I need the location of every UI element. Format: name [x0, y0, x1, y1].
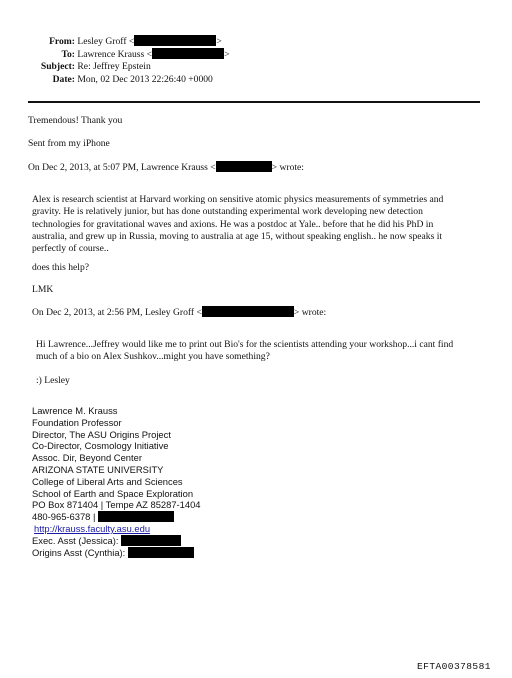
- quote2-line: Hi Lawrence...Jeffrey would like me to print out Bio's for the scientists attending your workshop...i cant find: [36, 339, 454, 350]
- to-value: Lawrence Krauss <: [77, 49, 153, 60]
- signature-line: Director, The ASU Origins Project: [32, 428, 171, 440]
- quote2-sign: :) Lesley: [36, 375, 70, 386]
- signature-phone: 480-965-6378 |: [32, 511, 332, 523]
- date-row: [28, 74, 213, 85]
- signature-line: Lawrence M. Krauss: [32, 405, 118, 416]
- signature-line: College of Liberal Arts and Sciences: [32, 475, 183, 487]
- from-row: From: Lesley Groff < >: [28, 35, 222, 47]
- redaction-bar: [216, 161, 272, 172]
- quote1-question: does this help?: [32, 262, 90, 273]
- document-id: EFTA00378581: [417, 661, 491, 672]
- header-divider: [28, 101, 480, 103]
- quote2-body: [36, 339, 486, 364]
- to-row: To: Lawrence Krauss < >: [28, 48, 230, 60]
- redaction-bar: [98, 511, 174, 522]
- signature-line: ARIZONA STATE UNIVERSITY: [32, 463, 164, 475]
- quote1-line: australia, and grew up in Russia, moving to australia at age 15, without speaking english.. he now speaks it: [32, 230, 443, 242]
- sent-from: Sent from my iPhone: [28, 138, 110, 149]
- quote1-line: gravity. He is relatively junior, but has done outstanding experimental work developing new detection: [32, 206, 423, 218]
- signature-line: PO Box 871404 | Tempe AZ 85287-1404: [32, 499, 201, 511]
- from-label: From:: [49, 36, 75, 47]
- redaction-bar: [202, 306, 294, 317]
- quote1-header: On Dec 2, 2013, at 5:07 PM, Lawrence Krauss < > wrote:: [28, 162, 304, 173]
- redaction-bar: [128, 547, 194, 558]
- signature-origins-asst: Origins Asst (Cynthia):: [32, 547, 332, 559]
- quote2-header: On Dec 2, 2013, at 2:56 PM, Lesley Groff < > wrote:: [32, 307, 327, 318]
- quote1-line: technologies for gravitational waves and axions. He was a postdoc at Yale.. before that he did his PhD in: [32, 218, 434, 230]
- reply-text: Tremendous! Thank you: [28, 115, 123, 126]
- quote1-body: [32, 194, 482, 255]
- signature-exec-asst: Exec. Asst (Jessica):: [32, 535, 332, 547]
- redaction-bar: [134, 35, 216, 46]
- date-value: Mon, 02 Dec 2013 22:26:40 +0000: [77, 74, 213, 85]
- redaction-bar: [121, 535, 181, 546]
- quote2-line: much of a bio on Alex Sushkov...might you have something?: [36, 351, 270, 363]
- quote1-line: Alex is research scientist at Harvard working on sensitive atomic physics measurements of symmetries and: [32, 194, 444, 205]
- date-label: Date:: [52, 74, 75, 85]
- subject-value: Re: Jeffrey Epstein: [77, 61, 151, 72]
- redaction-bar: [152, 48, 224, 59]
- signature-line: Foundation Professor: [32, 416, 122, 428]
- signature-line: Co-Director, Cosmology Initiative: [32, 440, 169, 452]
- quote1-line: perfectly of course..: [32, 243, 109, 255]
- signature-line: Assoc. Dir, Beyond Center: [32, 452, 142, 464]
- subject-label: Subject:: [40, 61, 75, 72]
- subject-row: [28, 61, 151, 72]
- from-value: Lesley Groff <: [77, 36, 135, 47]
- signature-line: School of Earth and Space Exploration: [32, 487, 194, 499]
- quote1-sign: LMK: [32, 284, 54, 295]
- signature-link-row: [32, 523, 332, 535]
- signature-block: [32, 405, 332, 558]
- website-link[interactable]: http://krauss.faculty.asu.edu: [34, 522, 151, 534]
- to-label: To:: [61, 49, 75, 60]
